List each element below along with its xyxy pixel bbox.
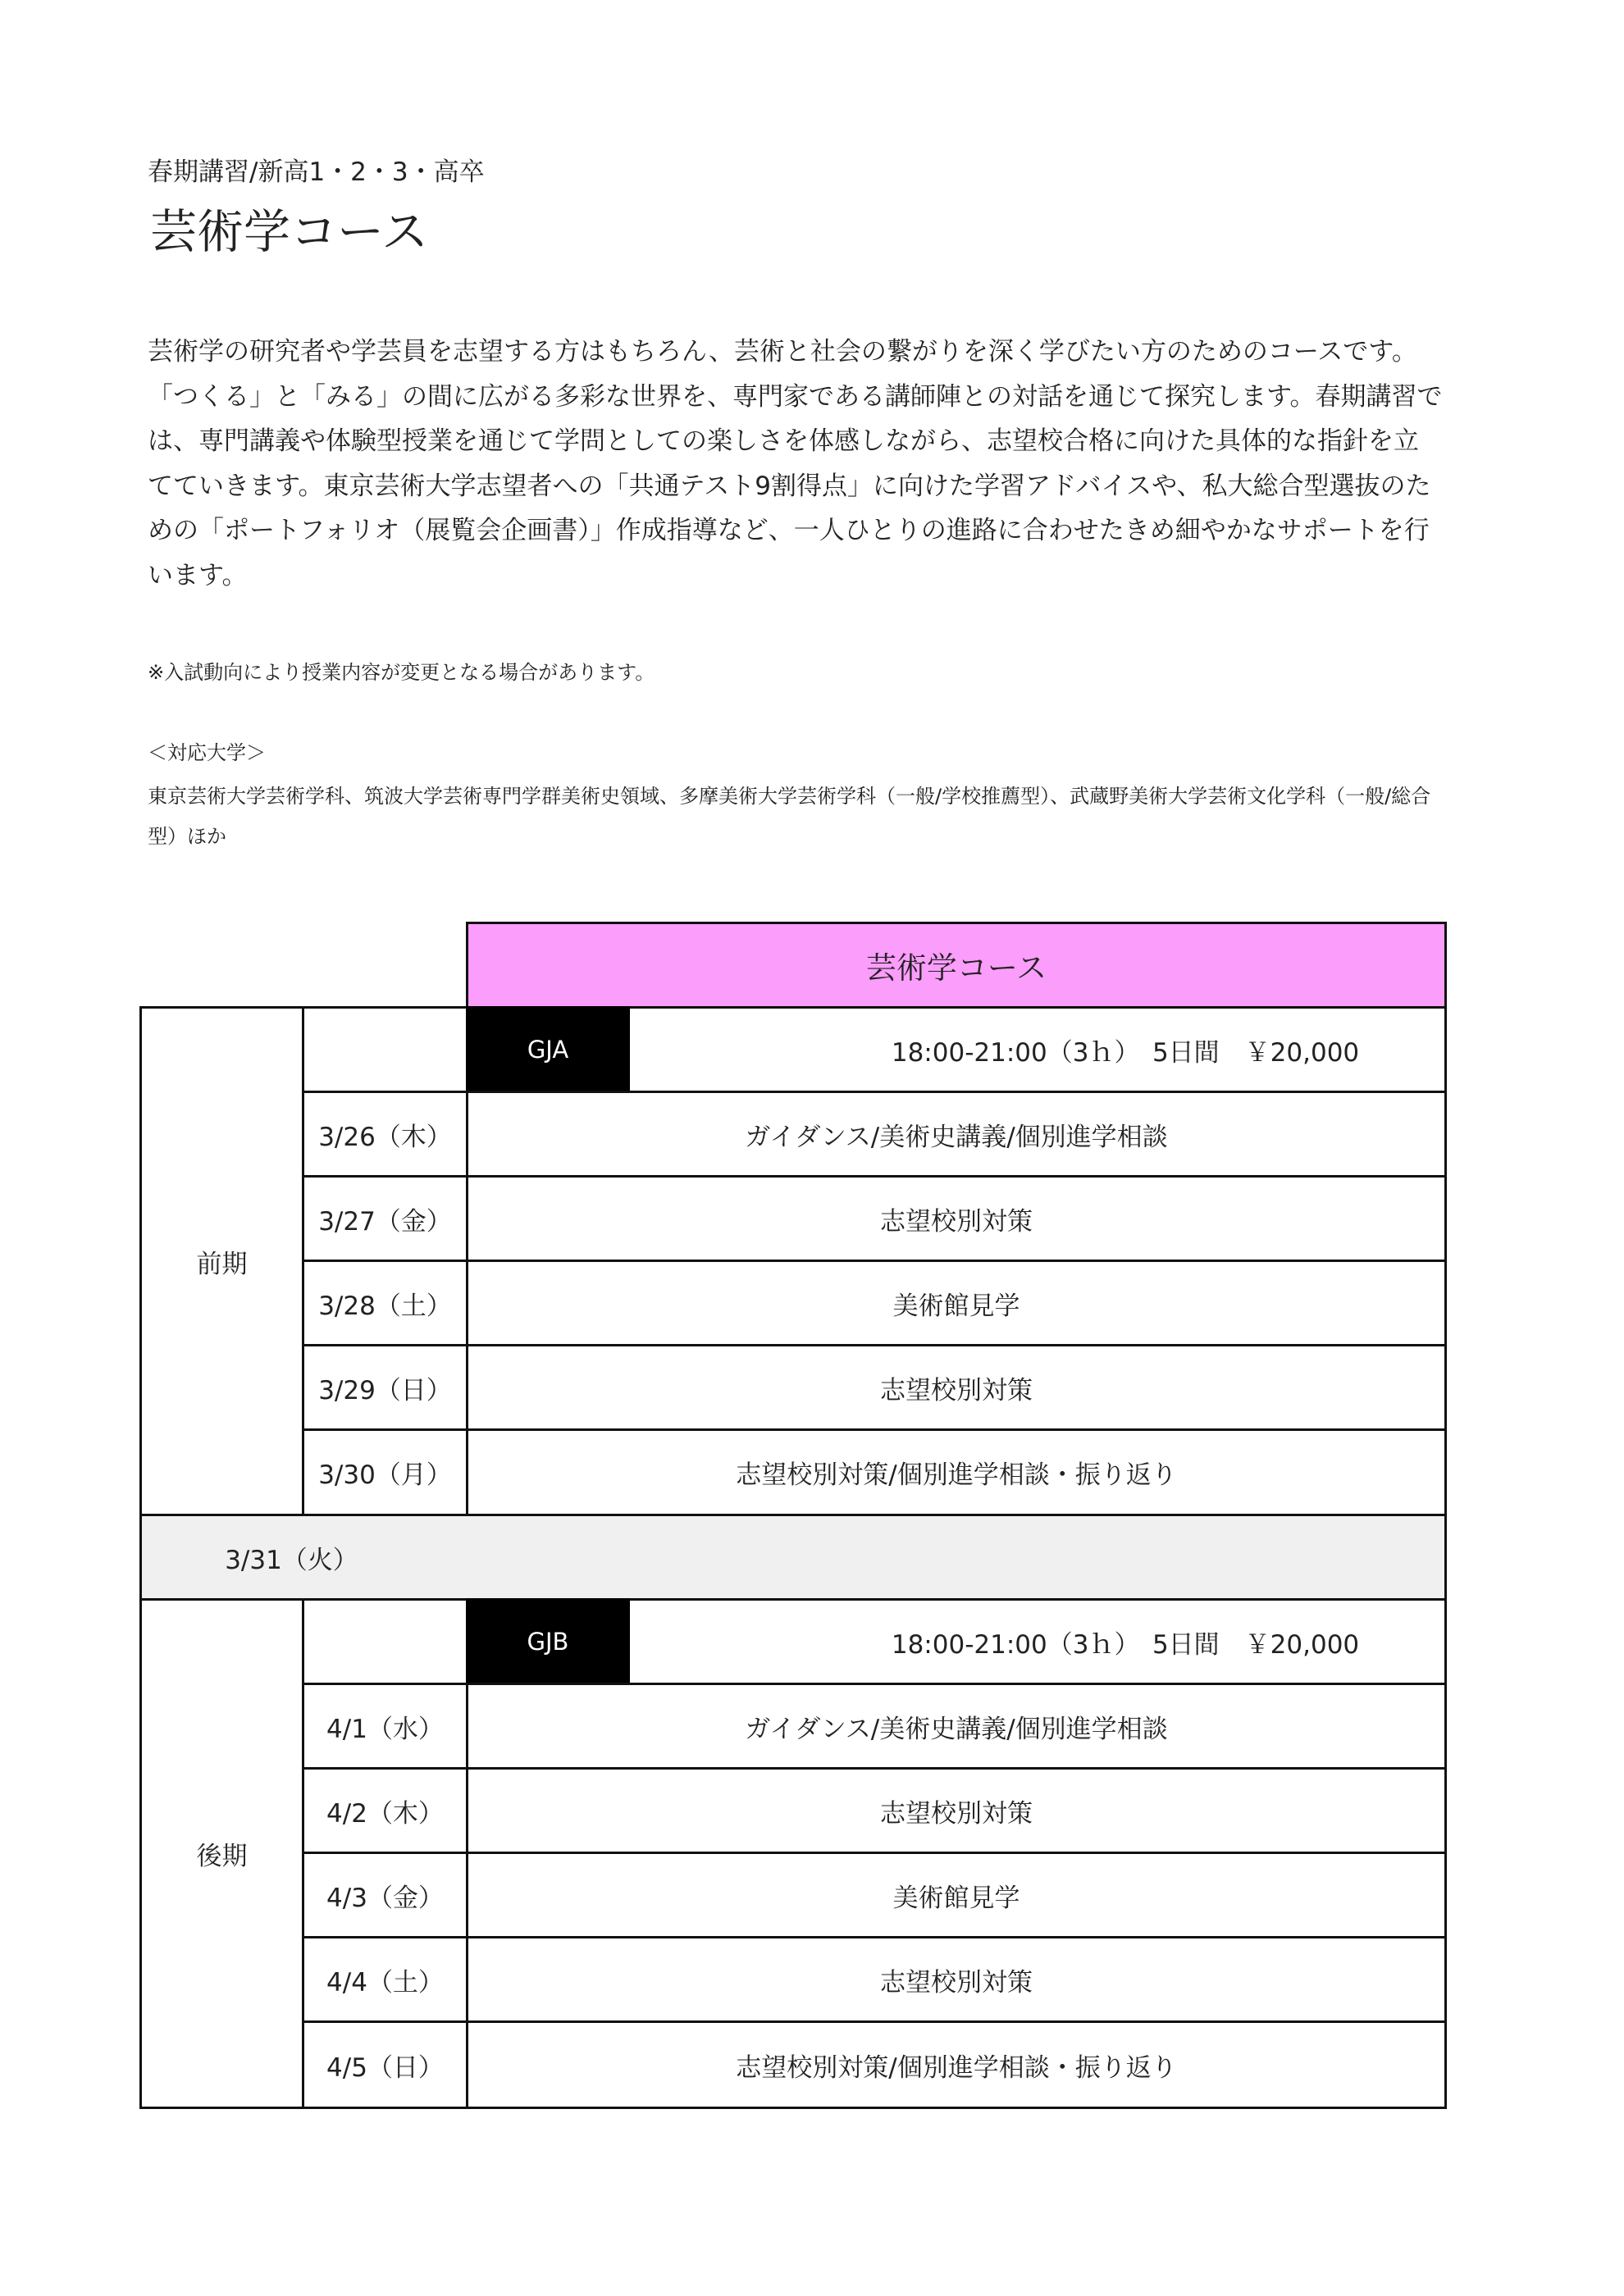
course-header: 芸術学コース — [466, 922, 1447, 1009]
session-info: 18:00-21:00（3ｈ） 5日間 ￥20,000 — [891, 1037, 1360, 1068]
date-cell: 4/3（金） — [302, 1852, 468, 1938]
universities-text: 東京芸術大学芸術学科、筑波大学芸術専門学群美術史領域、多摩美術大学芸術学科（一般/学校推薦型）、武蔵野美術大学芸術文化学科（一般/総合型）ほか — [148, 785, 1431, 848]
empty-cell — [302, 1006, 468, 1093]
date-cell: 3/28（土） — [302, 1260, 468, 1346]
content-cell: 志望校別対策 — [466, 1344, 1447, 1431]
content-cell: 志望校別対策 — [466, 1175, 1447, 1262]
course-description — [148, 330, 1444, 598]
date-cell: 3/30（月） — [302, 1428, 468, 1516]
content-cell: 志望校別対策/個別進学相談・振り返り — [466, 2020, 1447, 2109]
date-cell: 4/2（木） — [302, 1767, 468, 1854]
date-cell: 4/1（水） — [302, 1683, 468, 1770]
content-cell: ガイダンス/美術史講義/個別進学相談 — [466, 1683, 1447, 1770]
break-day-date: 3/31（火） — [225, 1545, 358, 1575]
description-note: ※入試動向により授業内容が変更となる場合があります。 — [148, 661, 655, 684]
course-code-badge: GJB — [466, 1598, 630, 1685]
break-day-row — [139, 1514, 1447, 1601]
page-title: 芸術学コース — [150, 205, 429, 259]
universities-heading: ＜対応大学＞ — [148, 741, 266, 764]
date-cell: 3/27（金） — [302, 1175, 468, 1262]
term-label-second: 後期 — [139, 1598, 304, 2109]
description-paragraph-2: 「つくる」と「みる」の間に広がる多彩な世界を、専門家である講師陣との対話を通じて探究します。春期講習では、専門講義や体験型授業を通じて学問としての楽しさを体感しながら、志望校合格に向けた具体的な指針を立てていきます。東京芸術大学志望者への「共通テスト9割得点」に向けた学習アドバイスや、私大総合型選抜のための「ポートフォリオ（展覧会企画書）」作成指導など、一人ひとりの進路に合わせたきめ細やかなサポートを行います。 — [148, 381, 1443, 590]
content-cell: 志望校別対策 — [466, 1767, 1447, 1854]
empty-cell — [302, 1598, 468, 1685]
description-paragraph-1: 芸術学の研究者や学芸員を志望する方はもちろん、芸術と社会の繋がりを深く学びたい方のためのコースです。 — [148, 337, 1417, 367]
content-cell: 志望校別対策/個別進学相談・振り返り — [466, 1428, 1447, 1516]
content-cell: 志望校別対策 — [466, 1936, 1447, 2023]
date-cell: 4/5（日） — [302, 2020, 468, 2109]
session-info: 18:00-21:00（3ｈ） 5日間 ￥20,000 — [891, 1629, 1360, 1660]
course-code-badge: GJA — [466, 1006, 630, 1093]
content-cell: 美術館見学 — [466, 1852, 1447, 1938]
term-label-first: 前期 — [139, 1006, 304, 1516]
date-cell: 3/29（日） — [302, 1344, 468, 1431]
date-cell: 3/26（木） — [302, 1091, 468, 1178]
content-cell: 美術館見学 — [466, 1260, 1447, 1346]
page-subtitle: 春期講習/新高1・2・3・高卒 — [148, 157, 485, 187]
content-cell: ガイダンス/美術史講義/個別進学相談 — [466, 1091, 1447, 1178]
date-cell: 4/4（土） — [302, 1936, 468, 2023]
